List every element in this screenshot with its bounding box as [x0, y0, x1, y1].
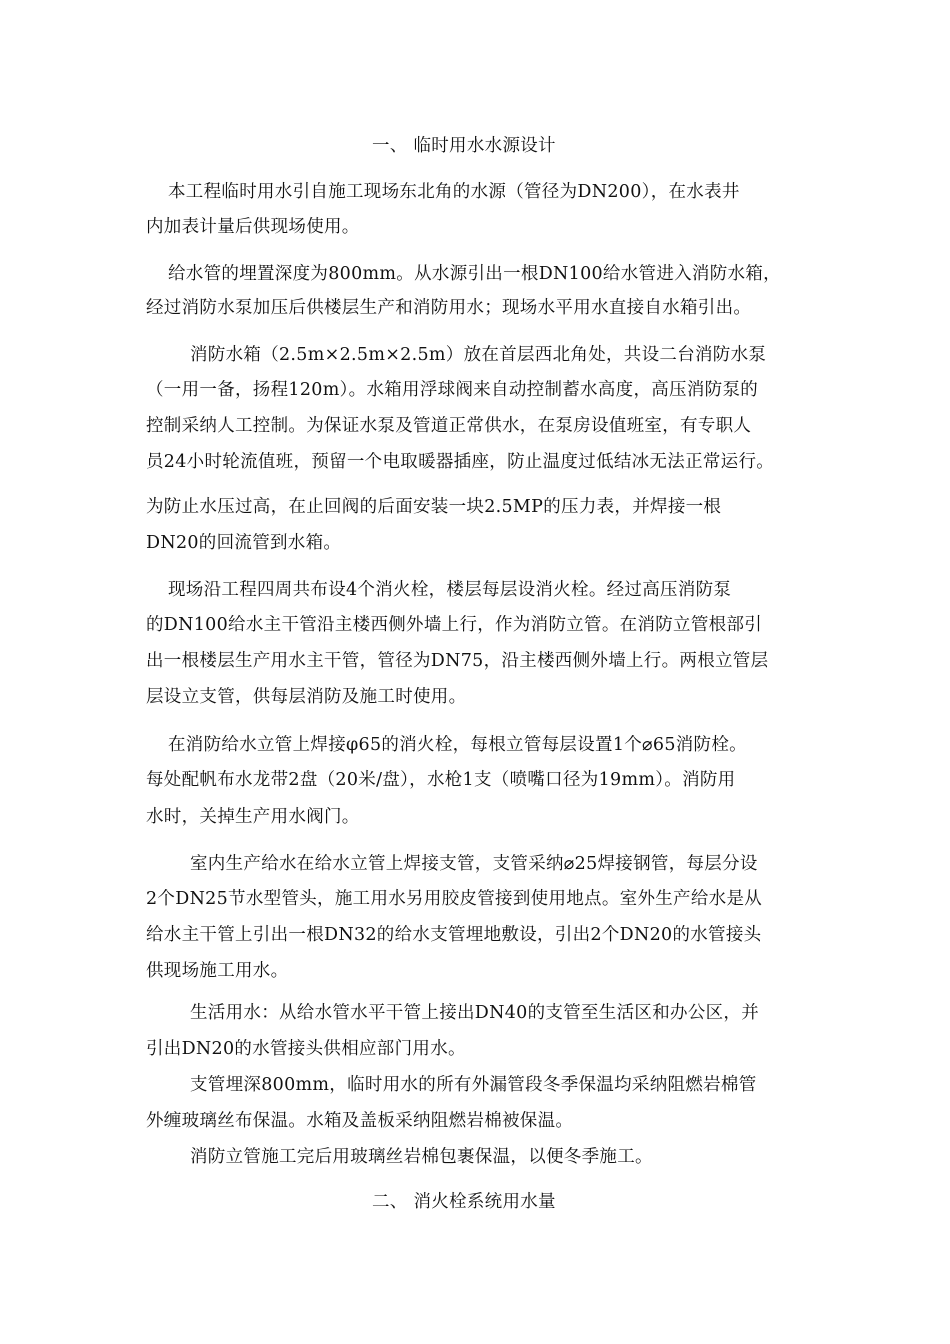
paragraph-line: 消防水箱（2.5m×2.5m×2.5m）放在首层西北角处，共设二台消防水泵	[190, 345, 767, 365]
paragraph-line: （一用一备，扬程120m）。水箱用浮球阀来自动控制蓄水高度，高压消防泵的	[146, 380, 759, 400]
paragraph-line: 在消防给水立管上焊接φ65的消火栓，每根立管每层设置1个⌀65消防栓。	[168, 735, 747, 755]
paragraph-line: 现场沿工程四周共布设4个消火栓，楼层每层设消火栓。经过高压消防泵	[168, 580, 732, 600]
paragraph-line: 2个DN25节水型管头，施工用水另用胶皮管接到使用地点。室外生产给水是从	[146, 889, 763, 909]
paragraph-line: 给水主干管上引出一根DN32的给水支管埋地敷设，引出2个DN20的水管接头	[146, 925, 762, 945]
paragraph-line: 室内生产给水在给水立管上焊接支管，支管采纳⌀25焊接钢管，每层分设	[190, 854, 758, 874]
paragraph-line: 引出DN20的水管接头供相应部门用水。	[146, 1039, 466, 1059]
paragraph-line: 出一根楼层生产用水主干管，管径为DN75，沿主楼西侧外墙上行。两根立管层	[146, 651, 769, 671]
paragraph-line: 每处配帆布水龙带2盘（20米/盘），水枪1支（喷嘴口径为19mm）。消防用	[146, 770, 736, 790]
paragraph-line: 控制采纳人工控制。为保证水泵及管道正常供水，在泵房设值班室，有专职人	[146, 416, 752, 436]
paragraph-line: 生活用水：从给水管水平干管上接出DN40的支管至生活区和办公区，并	[190, 1003, 760, 1023]
paragraph-line: 本工程临时用水引自施工现场东北角的水源（管径为DN200），在水表井	[168, 182, 740, 202]
paragraph-line: 外缠玻璃丝布保温。水箱及盖板采纳阻燃岩棉被保温。	[146, 1111, 574, 1131]
paragraph-line: 给水管的埋置深度为800mm。从水源引出一根DN100给水管进入消防水箱，	[168, 264, 781, 284]
paragraph-line: 层设立支管，供每层消防及施工时使用。	[146, 687, 467, 707]
paragraph-line: 员24小时轮流值班，预留一个电取暖器插座，防止温度过低结冰无法正常运行。	[146, 452, 775, 472]
paragraph-line: 水时，关掉生产用水阀门。	[146, 807, 360, 827]
paragraph-line: 内加表计量后供现场使用。	[146, 217, 360, 237]
paragraph-line: 供现场施工用水。	[146, 961, 289, 981]
paragraph-line: 经过消防水泵加压后供楼层生产和消防用水；现场水平用水直接自水箱引出。	[146, 298, 752, 318]
section-heading-2: 二、 消火栓系统用水量	[372, 1192, 556, 1212]
paragraph-line: 的DN100给水主干管沿主楼西侧外墙上行，作为消防立管。在消防立管根部引	[146, 615, 763, 635]
section-heading-1: 一、 临时用水水源设计	[372, 136, 556, 156]
paragraph-line: 为防止水压过高，在止回阀的后面安装一块2.5MP的压力表，并焊接一根	[146, 497, 722, 517]
paragraph-line: DN20的回流管到水箱。	[146, 533, 342, 553]
paragraph-line: 支管埋深800mm，临时用水的所有外漏管段冬季保温均采纳阻燃岩棉管	[190, 1075, 757, 1095]
paragraph-line: 消防立管施工完后用玻璃丝岩棉包裹保温，以便冬季施工。	[190, 1147, 653, 1167]
